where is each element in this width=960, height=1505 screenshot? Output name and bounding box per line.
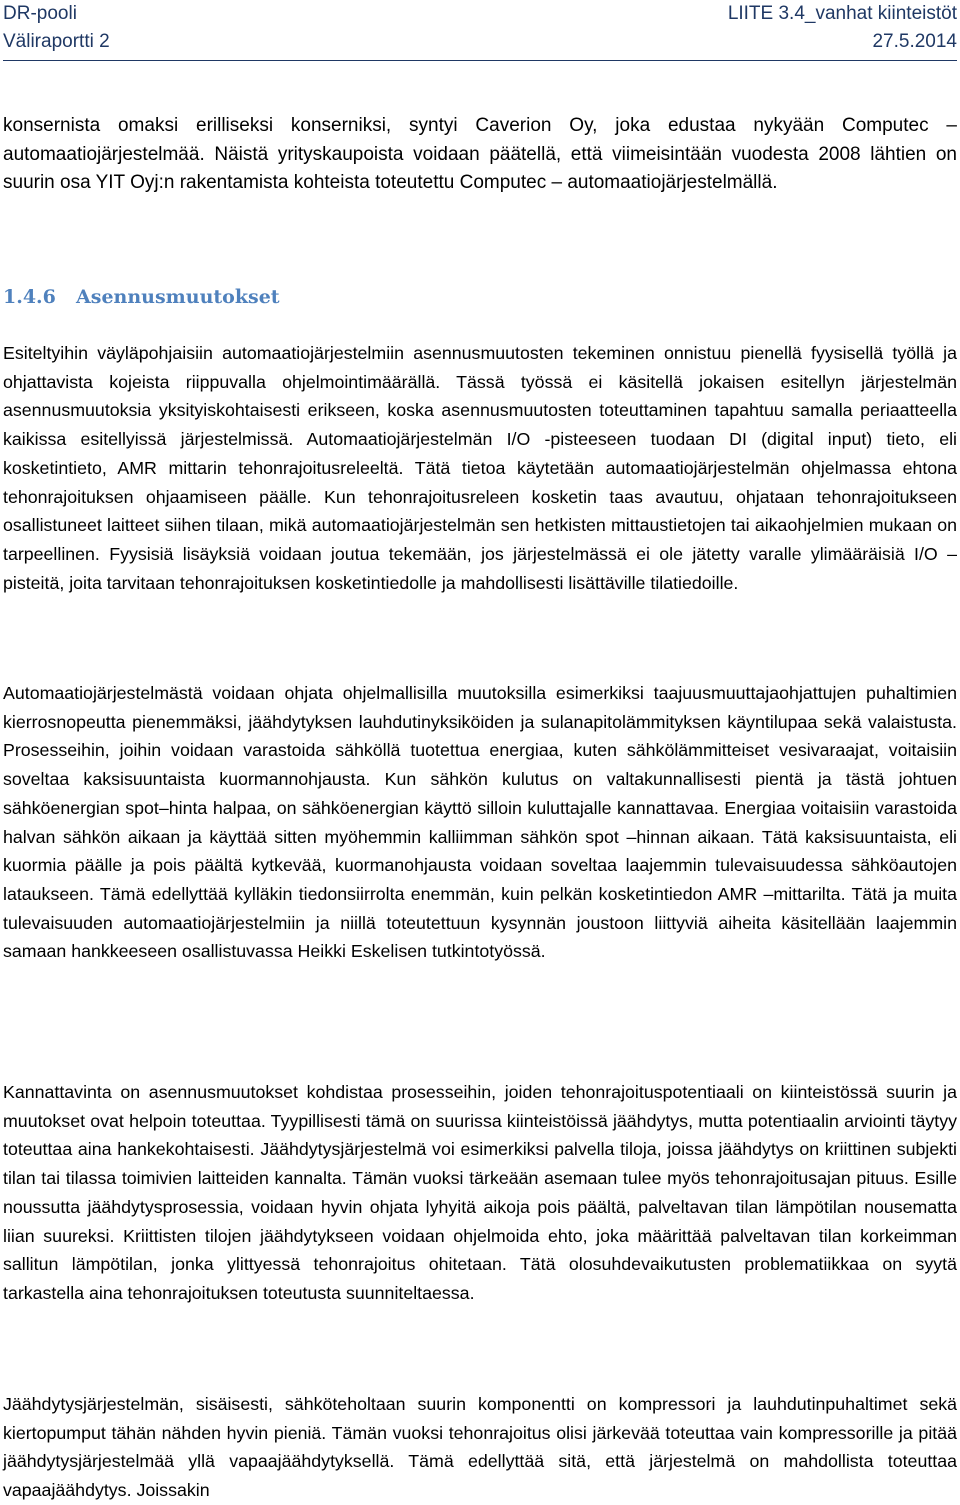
body-paragraph: Automaatiojärjestelmästä voidaan ohjata ohjelmallisilla muutoksilla esimerkiksi taajuusmuuttajaohjattujen puhaltimien kierrosnopeutta pienemmäksi, jäähdytyksen lauhdutinyksiköiden ja sulanapitolämmityksen käyntilupaa sekä valaistusta. Prosesseihin, joihin voidaan varastoida sähköllä tuotettua energiaa, kuten sähkölämmitteiset vesivaraajat, voitaisiin soveltaa kaksisuuntaista kuormannohjausta. Kun sähkön kulutus on valtakunnallisesti pientä ja tästä johtuen sähköenergian spot–hinta halpaa, on sähköenergian käyttö silloin kuluttajalle kannattavaa. Energiaa voitaisiin varastoida halvan sähkön aikaan ja käyttää sitten myöhemmin kalliimman sähkön spot –hinnan aikaan. Tätä kaksisuuntaista, eli kuormia päälle ja pois päältä kytkevää, kuormanohjausta voidaan soveltaa laajemmin tulevaisuudessa sähköautojen lataukseen. Tämä edellyttää kylläkin tiedonsiirrolta enemmän, kuin pelkän kosketintiedon AMR –mittarilta. Tätä ja muita tulevaisuuden automaatiojärjestelmiin ja niillä toteutettuun kysynnän joustoon liittyviä aiheita käsitellään laajemmin samaan hankkeeseen osallistuvassa Heikki Eskelisen tutkintotyössä. <box>3 683 957 962</box>
section-title: Asennusmuutokset <box>76 286 280 308</box>
header-divider <box>3 60 957 61</box>
header-date: 27.5.2014 <box>872 31 957 52</box>
section-heading <box>3 282 280 312</box>
header-appendix-title: LIITE 3.4_vanhat kiinteistöt <box>727 3 957 24</box>
page-header-row-1 <box>3 0 957 28</box>
section-number: 1.4.6 <box>3 286 56 308</box>
body-paragraph: Esiteltyihin väyläpohjaisiin automaatiojärjestelmiin asennusmuutosten tekeminen onnistuu pienellä fyysisellä työllä ja ohjattavista kojeista riippuvalla ohjelmointimäärällä. Tässä työssä ei käsitellä jokaisen esitellyn järjestelmän asennusmuutoksia yksityiskohtaisesti erikseen, koska asennusmuutosten toteuttaminen tapahtuu samalla periaatteella kaikissa esitellyissä järjestelmissä. Automaatiojärjestelmän I/O -pisteeseen tuodaan DI (digital input) tieto, eli kosketintieto, AMR mittarin tehonrajoitusreleeltä. Tätä tietoa käytetään automaatiojärjestelmän ohjelmassa ehtona tehonrajoituksen ohjaamiseen päälle. Kun tehonrajoitusreleen kosketin taas avautuu, ohjataan tehonrajoitukseen osallistuneet laitteet siihen tilaan, mikä automaatiojärjestelmän sen hetkisten mittaustietojen tai aikaohjelmien mukaan on tarpeellinen. Fyysisiä lisäyksiä voidaan joutua tekemään, jos järjestelmässä ei ole jätetty varalle ylimääräisiä I/O – pisteitä, joita tarvitaan tehonrajoituksen kosketintiedolle ja mahdollisesti lisättäville tilatiedoille. <box>3 343 957 593</box>
body-paragraph: Kannattavinta on asennusmuutokset kohdistaa prosesseihin, joiden tehonrajoituspotentiaali on kiinteistössä suurin ja muutokset ovat helpoin toteuttaa. Tyypillisesti tämä on suurissa kiinteistöissä jäähdytys, mutta potentiaalin arviointi täytyy toteuttaa aina hankekohtaisesti. Jäähdytysjärjestelmä voi esimerkiksi palvella tiloja, joissa jäähdytys on kriittinen subjekti tilan tai tilassa toimivien laitteiden kannalta. Tämän vuoksi tärkeään asemaan tulee myös tehonrajoitusajan pituus. Esille noussutta jäähdytysprosessia, voidaan hyvin ohjata lyhyitä aikoja pois päältä, palveltavan tilan lämpötilan nousematta liian suureksi. Kriittisten tilojen jäähdytykseen voidaan ohjelmoida ehto, joka määrittää palveltavan tilan korkeimman sallitun lämpötilan, jonka ylittyessä tehonrajoitus ohitetaan. Tätä olosuhdevaikutusten problematiikkaa on syytä tarkastella aina tehonrajoituksen toteutusta suunniteltaessa. <box>3 1082 957 1303</box>
body-paragraph: Jäähdytysjärjestelmän, sisäisesti, sähköteholtaan suurin komponentti on kompressori ja lauhdutinpuhaltimet sekä kiertopumput tähän nähden hyvin pieniä. Tämän vuoksi tehonrajoitus olisi järkevää toteuttaa vain kompressorille ja pitää jäähdytysjärjestelmää yllä vapaajäähdytyksellä. Tämä edellyttää sitä, että järjestelmä on mahdollista toteuttaa vapaajäähdytys. Joissakin <box>3 1394 957 1501</box>
page-header-row-2 <box>3 28 957 56</box>
header-report-name: Väliraportti 2 <box>3 31 110 52</box>
intro-paragraph: konsernista omaksi erilliseksi konserniksi, syntyi Caverion Oy, joka edustaa nykyään Computec – automaatiojärjestelmää. Näistä yrityskaupoista voidaan päätellä, että viimeisintään vuodesta 2008 lähtien on suurin osa YIT Oyj:n rakentamista kohteista toteutettu Computec – automaatiojärjestelmällä. <box>3 115 957 194</box>
header-project-name: DR-pooli <box>3 3 77 24</box>
